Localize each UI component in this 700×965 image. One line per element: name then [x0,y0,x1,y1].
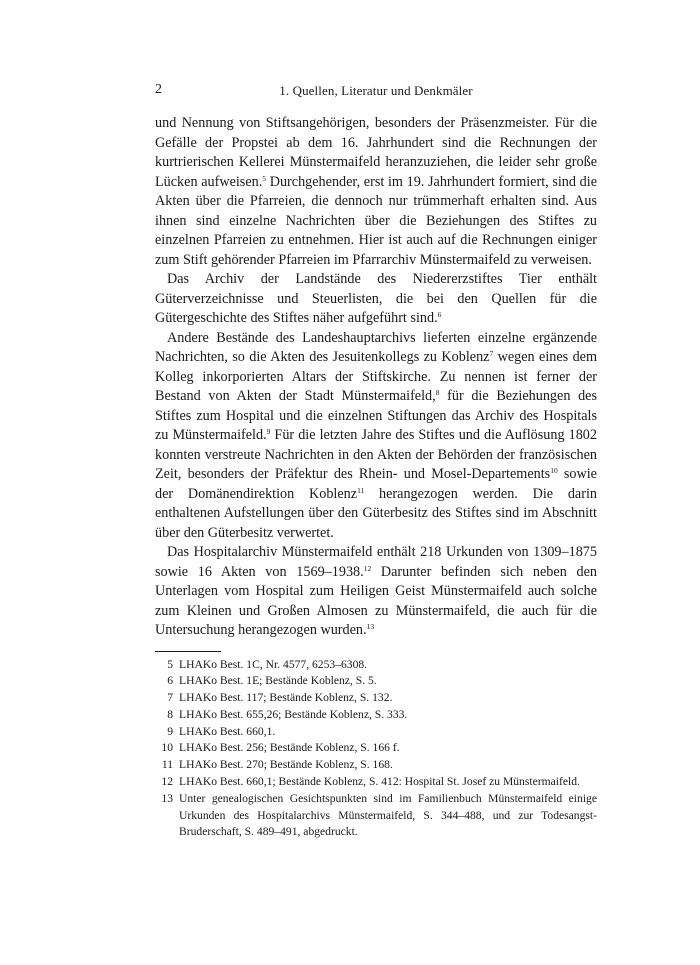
body-text [155,114,597,641]
footnote-number: 8 [167,707,173,721]
footnote [155,690,597,707]
footnote-ref[interactable]: 13 [366,622,375,631]
paragraph-text: für die Beziehungen des Stiftes zum Hospital und die einzelnen Stiftungen das Archiv des Hospitals zu Münstermaifeld. [155,388,597,443]
footnote-text: LHAKo Best. 117; Bestände Koblenz, S. 132. [179,691,393,705]
footnote-text: LHAKo Best. 1E; Bestände Koblenz, S. 5. [179,674,377,688]
running-title: 1. Quellen, Literatur und Denkmäler [279,83,473,98]
footnote-text: LHAKo Best. 655,26; Bestände Koblenz, S. 333. [179,707,408,721]
footnote-number: 6 [167,674,173,688]
footnote [155,757,597,774]
paragraph [155,270,597,329]
footnote-text: LHAKo Best. 660,1; Bestände Koblenz, S. 412: Hospital St. Josef zu Münstermaifeld. [179,775,580,789]
footnote-ref[interactable]: 8 [435,388,440,397]
footnote-ref[interactable]: 12 [363,563,372,573]
footnote [155,657,597,674]
paragraph [155,543,597,641]
footnote-text: Unter genealogischen Gesichtspunkten sind im Familienbuch Münstermaifeld einige Urkunden des Hospitalarchivs Münstermaifeld, S. 344–488, und zur Todesangst-Bruderschaft, S. 489–491, abgedruckt. [179,791,597,839]
footnote [155,724,597,741]
page-number: 2 [155,82,162,97]
footnote [155,740,597,757]
footnote-number: 10 [161,741,173,755]
footnote-ref[interactable]: 10 [550,466,558,475]
document-page [155,82,597,841]
footnote [155,791,597,841]
page-header [155,82,597,104]
footnote-text: LHAKo Best. 256; Bestände Koblenz, S. 166 f. [179,741,400,755]
footnote-ref[interactable]: 6 [437,310,442,319]
footnote-text: LHAKo Best. 270; Bestände Koblenz, S. 168. [179,758,393,772]
paragraph-text: und Nennung von Stiftsangehörigen, besonders der Präsenzmeister. Für die Gefälle der Propstei ab dem 16. Jahrhundert sind die Rechnungen der kurtrierischen Kellerei Münstermaifeld heranzuziehen, die leider sehr große Lücken aufweisen. [155,115,597,190]
paragraph-text: Für die letzten Jahre des Stiftes und die Auflösung 1802 konnten verstreute Nachrichten in den Akten der Behörden der französischen Zeit, besonders der Präfektur des Rhein- und Mosel-Departements [155,427,597,482]
footnote [155,707,597,724]
footnote-number: 7 [167,691,173,705]
paragraph [155,329,597,544]
paragraph [155,114,597,270]
footnote-ref[interactable]: 11 [357,485,365,495]
paragraph-text: Durchgehender, erst im 19. Jahrhundert formiert, sind die Akten über die Pfarreien, die dennoch nur trümmerhaft erhalten sind. Aus ihnen sind einzelne Nachrichten über die Beziehungen des Stiftes zu einzelnen Pfarreien zu entnehmen. Hier ist auch auf die Rechnungen einiger zum Stift gehörender Pfarreien im Pfarrarchiv Münstermaifeld zu verweisen. [155,173,598,268]
footnote-ref[interactable]: 7 [489,349,494,358]
footnote-separator [155,651,221,652]
footnote [155,673,597,690]
footnote-number: 13 [161,791,173,805]
footnote [155,774,597,791]
paragraph-text: Das Hospitalarchiv Münstermaifeld enthält 218 Urkunden von 1309–1875 sowie 16 Akten von 1569–1938. [155,544,597,580]
paragraph-text: Andere Bestände des Landeshauptarchivs lieferten einzelne ergänzende Nachrichten, so die Akten des Jesuitenkollegs zu Koblenz [155,329,597,365]
paragraph-text: sowie der Domänendirektion Koblenz [155,466,597,502]
paragraph-text: Darunter befinden sich neben den Unterlagen vom Hospital zum Heiligen Geist Münstermaifeld auch solche zum Kleinen und Großen Almosen zu Münstermaifeld, die auch für die Untersuchung herangezogen wurden. [155,563,597,638]
footnote-number: 5 [167,657,173,671]
footnotes [155,657,597,842]
paragraph-text: wegen eines dem Kolleg inkorporierten Altars der Stiftskirche. Zu nennen ist ferner der Bestand von Akten der Stadt Münstermaifeld, [155,349,598,404]
footnote-ref[interactable]: 5 [262,173,267,183]
footnote-ref[interactable]: 9 [266,427,271,436]
footnote-number: 11 [161,758,173,772]
paragraph-text: herangezogen werden. Die darin enthaltenen Aufstellungen über den Güterbesitz des Stiftes sind im Abschnitt über den Güterbesitz verwertet. [155,485,597,541]
paragraph-text: Das Archiv der Landstände des Niedererzstiftes Tier enthält Güterverzeichnisse und Steuerlisten, die bei den Quellen für die Gütergeschichte des Stiftes näher aufgeführt sind. [155,271,597,326]
footnote-number: 12 [161,775,173,789]
footnote-text: LHAKo Best. 1C, Nr. 4577, 6253–6308. [179,657,368,671]
footnote-number: 9 [167,724,173,738]
footnote-text: LHAKo Best. 660,1. [179,724,276,738]
